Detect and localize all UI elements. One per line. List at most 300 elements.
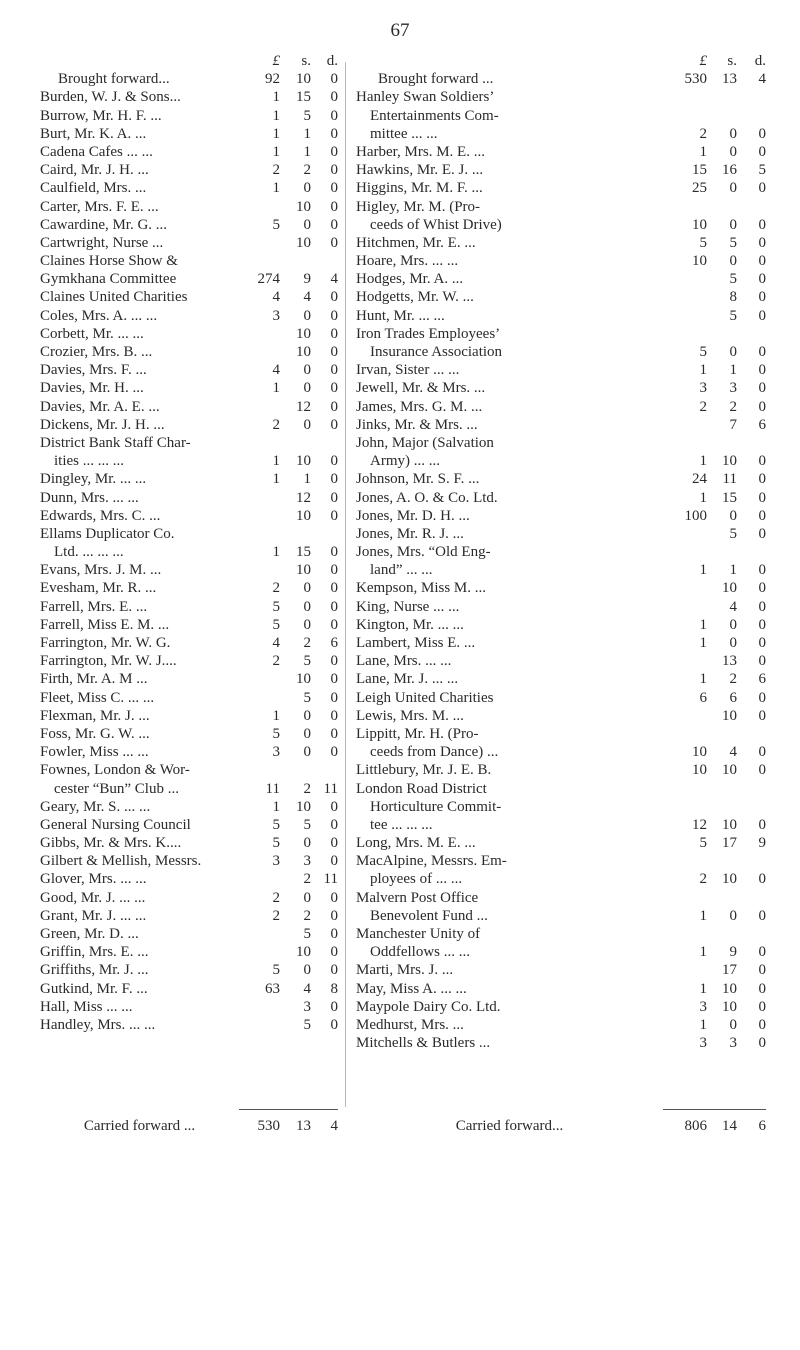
contributor-name: Evesham, Mr. R. ... [40,580,157,597]
contributor-name: cester “Bun” Club ... [54,780,179,797]
amount-shillings: 0 [303,962,311,979]
contributor-name: General Nursing Council [40,816,191,833]
contributor-name: Griffin, Mrs. E. ... [40,944,149,961]
contributor-name: Claines Horse Show & [40,253,178,270]
amount-shillings: 7 [729,416,737,433]
amount-pounds [239,1016,280,1034]
amount-pounds: 4 [272,362,280,379]
amount-pounds: 3 [272,853,280,870]
contributor-name: Davies, Mr. A. E. ... [40,398,160,415]
contributor-name: Brought forward ... [378,71,494,88]
ledger-row [356,198,766,216]
amount-shillings: 12 [296,398,311,415]
ledger-row [356,434,766,452]
amount-shillings: 2 [303,907,311,924]
contributor-name: Fownes, London & Wor- [40,762,190,779]
ledger-row [40,598,338,616]
amount-pounds [239,525,280,543]
contributor-name: Handley, Mrs. ... ... [40,1016,156,1033]
contributor-name: Griffiths, Mr. J. ... [40,962,149,979]
ledger-row [40,780,338,798]
contributor-name: Lippitt, Mr. H. (Pro- [356,725,479,742]
contributor-name: Jones, Mr. R. J. ... [356,525,464,542]
contributor-name: Kington, Mr. ... ... [356,616,464,633]
amount-pounds [663,434,707,452]
amount-pence [737,434,766,452]
amount-shillings: 11 [722,471,737,488]
amount-pounds: 530 [684,71,707,88]
amount-pence: 6 [758,416,766,433]
ledger-row [356,379,766,397]
carried-forward-label: Carried forward ... [83,1118,196,1134]
amount-pence: 11 [323,871,338,888]
amount-pence: 0 [758,871,766,888]
amount-shillings: 0 [303,835,311,852]
amount-pounds [239,689,280,707]
amount-shillings: 10 [296,507,311,524]
amount-pounds: 1 [699,980,707,997]
contributor-name: Fleet, Miss C. ... ... [40,689,155,706]
amount-pounds: 2 [699,871,707,888]
amount-shillings: 10 [296,234,311,251]
ledger-row [356,761,766,779]
amount-pence: 0 [330,380,338,397]
amount-pence: 0 [758,562,766,579]
contributor-name: Dunn, Mrs. ... ... [40,489,139,506]
ledger-row [356,216,766,234]
contributor-name: Entertainments Com- [370,107,499,124]
ledger-row [40,761,338,779]
amount-shillings [707,925,737,943]
contributor-name: ceeds from Dance) ... [370,744,499,761]
amount-pence: 0 [330,998,338,1015]
ledger-row [40,907,338,925]
ledger-row [356,561,766,579]
amount-pence: 0 [330,362,338,379]
amount-shillings: 0 [303,598,311,615]
amount-pounds: 2 [272,907,280,924]
amount-pence: 0 [758,307,766,324]
ledger-row [356,652,766,670]
currency-header-row [356,52,766,70]
amount-shillings: 0 [303,216,311,233]
amount-pence: 0 [758,253,766,270]
amount-pounds: 1 [699,616,707,633]
amount-pounds [239,325,280,343]
amount-pence: 0 [330,416,338,433]
amount-shillings: 5 [303,689,311,706]
pence-header: d. [754,53,766,69]
amount-pence: 0 [330,598,338,615]
amount-pounds: 2 [699,125,707,142]
contributor-name: Lane, Mr. J. ... ... [356,671,459,688]
pounds-header: £ [272,53,280,69]
amount-shillings: 1 [729,562,737,579]
amount-shillings: 17 [722,962,737,979]
contributor-name: land” ... ... [370,562,433,579]
amount-pence: 0 [330,816,338,833]
amount-pounds: 100 [684,507,707,524]
contributor-name: Long, Mrs. M. E. ... [356,835,476,852]
contributor-name: Hall, Miss ... ... [40,998,133,1015]
ledger-row [356,1034,766,1052]
contributor-name: Burden, W. J. & Sons... [40,89,181,106]
ledger-row [40,198,338,216]
contributor-name: Manchester Unity of [356,926,481,942]
contributor-name: Farrell, Miss E. M. ... [40,616,170,633]
amount-pounds [663,707,707,725]
ledger-row [356,234,766,252]
amount-pence: 0 [758,1035,766,1052]
ledger-row [40,88,338,106]
ledger-row [356,543,766,561]
amount-pence [737,925,766,943]
amount-pence [311,761,338,779]
amount-shillings: 10 [722,998,737,1015]
amount-pence: 0 [330,307,338,324]
amount-pounds [239,943,280,961]
amount-pounds: 2 [699,398,707,415]
ledger-row [40,543,338,561]
amount-pence: 0 [330,325,338,342]
amount-pence: 0 [330,798,338,815]
contributor-name: Green, Mr. D. ... [40,926,139,942]
amount-pence: 0 [758,635,766,651]
contributor-name: Army) ... ... [370,453,440,470]
ledger-row [356,343,766,361]
ledger-row [40,689,338,707]
left-ledger-column [40,52,338,1034]
amount-pounds: 3 [699,998,707,1015]
amount-shillings: 10 [296,562,311,579]
amount-pounds [663,579,707,597]
amount-shillings: 2 [303,162,311,179]
ledger-row [356,489,766,507]
amount-pence: 0 [758,453,766,470]
contributor-name: Maypole Dairy Co. Ltd. [356,998,501,1015]
amount-pence: 0 [758,816,766,833]
contributor-name: Insurance Association [370,344,503,360]
contributor-name: Geary, Mr. S. ... ... [40,798,151,815]
contributor-name: Brought forward... [58,71,170,88]
contributor-name: tee ... ... ... [370,816,433,833]
amount-pounds: 1 [699,362,707,379]
amount-pence: 0 [758,471,766,488]
amount-shillings [707,325,737,343]
ledger-row [40,143,338,161]
amount-pounds: 1 [272,107,280,124]
amount-shillings: 10 [722,871,737,888]
amount-pence [737,325,766,343]
ledger-row [40,816,338,834]
ledger-row [356,616,766,634]
amount-shillings [707,543,737,561]
ledger-row [40,852,338,870]
amount-pounds: 5 [699,835,707,852]
contributor-name: Farrington, Mr. W. J.... [40,653,177,670]
amount-pounds: 5 [272,816,280,833]
amount-pence [737,107,766,125]
carried-pence: 4 [330,1118,338,1134]
ledger-row [40,1016,338,1034]
amount-pounds: 5 [272,725,280,742]
amount-shillings: 15 [296,89,311,106]
amount-shillings [707,780,737,798]
amount-pence [737,88,766,106]
contributor-name: Evans, Mrs. J. M. ... [40,562,162,579]
contributor-name: Higgins, Mr. M. F. ... [356,180,483,197]
contributor-name: Farrell, Mrs. E. ... [40,598,148,615]
amount-shillings: 8 [729,289,737,306]
amount-shillings: 2 [303,635,311,651]
contributor-name: Hunt, Mr. ... ... [356,307,445,324]
ledger-row [40,925,338,943]
amount-shillings [707,889,737,907]
total-rule-left [239,1109,338,1110]
contributor-name: Ltd. ... ... ... [54,544,124,561]
carried-shillings: 14 [722,1118,737,1134]
amount-pounds [239,925,280,943]
amount-pounds [239,561,280,579]
ledger-row [356,870,766,888]
amount-shillings: 2 [729,671,737,688]
contributor-name: Edwards, Mrs. C. ... [40,507,161,524]
amount-pence: 0 [330,289,338,306]
amount-pence: 0 [758,707,766,724]
amount-pounds: 6 [699,689,707,706]
amount-shillings: 2 [729,398,737,415]
ledger-row [356,889,766,907]
contributor-name: Corbett, Mr. ... ... [40,325,144,342]
amount-pence [311,434,338,452]
amount-pence: 0 [758,216,766,233]
amount-pounds [239,398,280,416]
amount-pence: 0 [330,962,338,979]
amount-pounds: 5 [272,216,280,233]
ledger-row [356,689,766,707]
amount-pounds [663,88,707,106]
amount-shillings: 1 [303,471,311,488]
amount-shillings [280,434,311,452]
amount-shillings: 10 [296,798,311,815]
ledger-row [356,980,766,998]
amount-shillings [280,525,311,543]
amount-pence: 0 [758,653,766,670]
amount-shillings [707,434,737,452]
amount-pounds: 1 [272,380,280,397]
amount-pence: 0 [330,344,338,360]
amount-pounds: 1 [272,89,280,106]
amount-shillings: 5 [303,107,311,124]
carried-pounds: 530 [257,1118,280,1134]
amount-shillings: 10 [296,198,311,215]
amount-shillings: 4 [303,980,311,997]
contributor-name: Lambert, Miss E. ... [356,635,476,651]
ledger-row [40,616,338,634]
ledger-row [356,725,766,743]
ledger-row [356,798,766,816]
amount-shillings: 5 [729,234,737,251]
amount-pence: 0 [758,744,766,761]
contributor-name: Leigh United Charities [356,689,494,706]
amount-pounds: 1 [699,635,707,651]
amount-pounds [239,489,280,507]
contributor-name: ceeds of Whist Drive) [370,216,502,233]
ledger-row [356,470,766,488]
currency-header-row [40,52,338,70]
page-number: 67 [390,20,410,41]
amount-pounds [663,961,707,979]
amount-shillings: 2 [303,871,311,888]
amount-pounds: 11 [265,780,280,797]
amount-shillings: 0 [303,380,311,397]
amount-shillings: 0 [303,725,311,742]
contributor-name: Kempson, Miss M. ... [356,580,487,597]
contributor-name: Jones, Mrs. “Old Eng- [356,544,491,561]
amount-pence: 0 [758,489,766,506]
contributor-name: Glover, Mrs. ... ... [40,871,147,888]
ledger-row [356,998,766,1016]
amount-pence: 0 [330,453,338,470]
amount-shillings: 6 [729,689,737,706]
contributor-name: Caird, Mr. J. H. ... [40,162,149,179]
ledger-row [40,561,338,579]
amount-shillings: 5 [729,525,737,542]
amount-shillings: 0 [729,216,737,233]
amount-pence: 0 [758,525,766,542]
amount-shillings: 10 [722,453,737,470]
amount-pence: 0 [330,507,338,524]
ledger-row [356,961,766,979]
ledger-row [40,507,338,525]
ledger-row [356,143,766,161]
ledger-row [356,161,766,179]
amount-pence: 0 [330,671,338,688]
ledger-row [40,325,338,343]
column-divider [345,62,346,1107]
amount-pence: 0 [758,944,766,961]
amount-shillings: 1 [303,125,311,142]
contributor-name: Davies, Mrs. F. ... [40,362,147,379]
amount-pounds: 2 [272,416,280,433]
amount-shillings [280,761,311,779]
contributor-name: King, Nurse ... ... [356,598,460,615]
amount-pence: 0 [330,689,338,706]
amount-shillings: 0 [303,889,311,906]
amount-pounds [663,198,707,216]
amount-pounds: 4 [272,289,280,306]
amount-pence: 0 [330,725,338,742]
amount-pence: 0 [330,707,338,724]
amount-pence: 6 [330,635,338,651]
amount-pounds [239,870,280,888]
amount-pence: 0 [330,162,338,179]
amount-pounds: 2 [272,162,280,179]
right-ledger-column [356,52,766,1052]
amount-pounds [663,325,707,343]
amount-shillings: 0 [303,307,311,324]
amount-pence: 0 [330,744,338,761]
amount-shillings: 3 [729,1035,737,1052]
amount-pence [311,525,338,543]
amount-pence: 0 [758,180,766,197]
contributor-name: Medhurst, Mrs. ... [356,1016,464,1033]
ledger-row [40,870,338,888]
contributor-name: London Road District [356,780,487,797]
contributor-name: Crozier, Mrs. B. ... [40,344,153,360]
amount-shillings: 5 [303,653,311,670]
amount-shillings: 5 [303,926,311,942]
ledger-row [356,907,766,925]
ledger-row [356,507,766,525]
ledger-row [40,307,338,325]
amount-pounds: 5 [272,962,280,979]
contributor-name: Ellams Duplicator Co. [40,525,175,542]
ledger-row [40,980,338,998]
ledger-row [356,179,766,197]
contributor-name: Grant, Mr. J. ... ... [40,907,147,924]
amount-pence: 0 [330,398,338,415]
amount-pounds [663,652,707,670]
amount-pence: 0 [758,289,766,306]
ledger-row [40,489,338,507]
ledger-row [356,780,766,798]
contributor-name: Iron Trades Employees’ [356,325,501,342]
amount-pounds: 1 [699,143,707,160]
amount-pounds [663,307,707,325]
ledger-row [356,707,766,725]
ledger-row [40,179,338,197]
amount-pence: 0 [330,89,338,106]
amount-shillings: 0 [303,416,311,433]
ledger-row [356,834,766,852]
amount-pounds [239,507,280,525]
amount-pence: 0 [330,562,338,579]
brought-forward-row [356,70,766,88]
amount-shillings: 0 [729,180,737,197]
ledger-row [40,361,338,379]
amount-pence: 0 [330,143,338,160]
contributor-name: Cadena Cafes ... ... [40,143,153,160]
amount-pounds [239,670,280,688]
ledger-row [356,743,766,761]
ledger-row [40,652,338,670]
amount-shillings: 0 [729,616,737,633]
amount-pence: 0 [758,234,766,251]
pounds-header: £ [699,53,707,69]
ledger-row [356,325,766,343]
amount-shillings: 0 [729,507,737,524]
amount-pounds [663,725,707,743]
amount-pounds [239,434,280,452]
amount-pence: 0 [758,689,766,706]
amount-pence: 4 [758,71,766,88]
contributor-name: Carter, Mrs. F. E. ... [40,198,159,215]
ledger-row [356,361,766,379]
amount-pounds: 5 [272,616,280,633]
amount-pounds: 24 [692,471,707,488]
contributor-name: ployees of ... ... [370,871,463,888]
amount-pence: 0 [330,1016,338,1033]
amount-pounds: 1 [272,180,280,197]
amount-pounds: 3 [272,307,280,324]
ledger-row [40,725,338,743]
amount-pence: 0 [758,125,766,142]
amount-pounds: 2 [272,580,280,597]
amount-shillings [707,88,737,106]
contributor-name: Claines United Charities [40,289,188,306]
amount-shillings: 10 [296,344,311,360]
